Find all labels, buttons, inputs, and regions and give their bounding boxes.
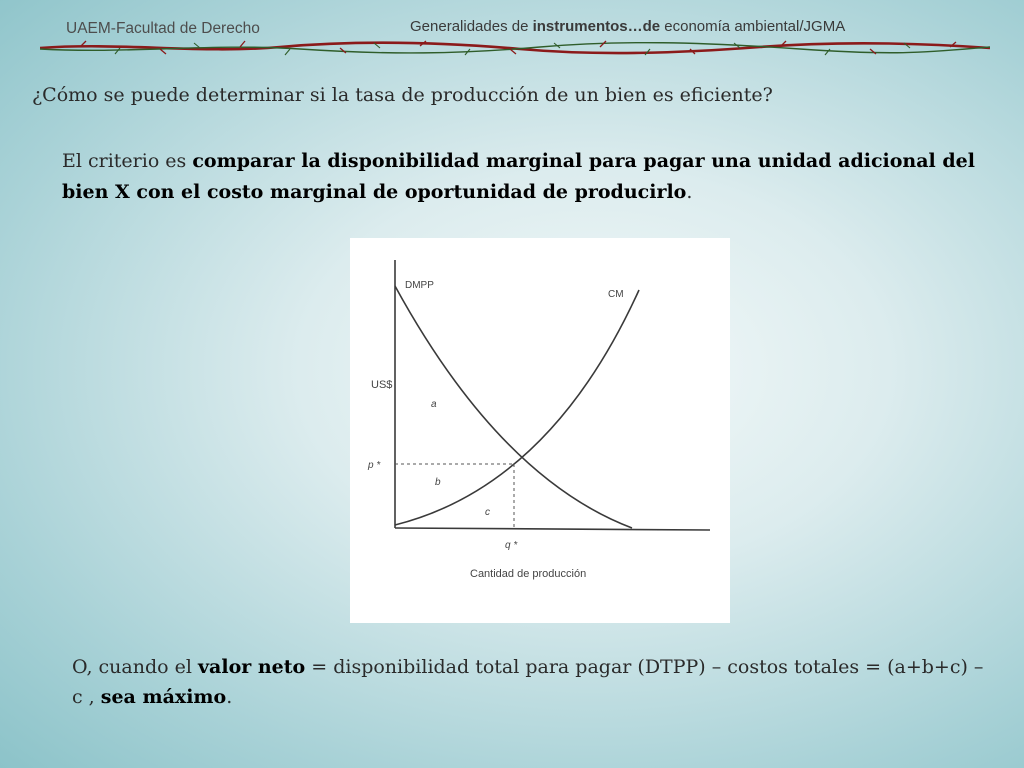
decorative-rule — [40, 36, 990, 60]
x-axis — [395, 528, 710, 530]
topic-header-part3: economía ambiental/JGMA — [660, 18, 846, 35]
area-b-label: b — [435, 477, 441, 488]
area-a-label: a — [431, 399, 437, 410]
equilibrium-price-label: p * — [368, 460, 381, 471]
conclusion-part3: . — [226, 686, 233, 708]
topic-header — [410, 18, 845, 35]
cost-curve-label: CM — [608, 289, 624, 300]
conclusion-part2: = disponibilidad total para pagar (DTPP) – costos totales = (a+b+c) – c , — [72, 656, 984, 708]
maximum-term: sea máximo — [100, 686, 227, 708]
demand-curve-label: DMPP — [405, 280, 434, 291]
criterion-emphasis: comparar la disponibilidad marginal para pagar una unidad adicional del bien X con el costo marginal de oportunidad de producirlo — [62, 150, 975, 203]
efficiency-diagram — [350, 238, 730, 623]
criterion-lead: El criterio es — [62, 150, 193, 172]
course-header: UAEM-Facultad de Derecho — [66, 20, 260, 37]
conclusion-part1: O, cuando el — [72, 656, 198, 678]
y-axis-label: US$ — [371, 379, 393, 391]
net-value-term: valor neto — [198, 656, 306, 678]
equilibrium-quantity-label: q * — [505, 540, 518, 551]
x-axis-label: Cantidad de producción — [470, 568, 587, 580]
criterion-paragraph — [62, 146, 982, 208]
question-heading: ¿Cómo se puede determinar si la tasa de producción de un bien es eficiente? — [32, 84, 773, 106]
area-c-label: c — [485, 507, 490, 518]
conclusion-paragraph — [72, 652, 992, 712]
topic-header-bold: instrumentos…de — [532, 18, 661, 35]
criterion-trail: . — [686, 181, 693, 203]
topic-header-part1: Generalidades de — [410, 18, 533, 35]
